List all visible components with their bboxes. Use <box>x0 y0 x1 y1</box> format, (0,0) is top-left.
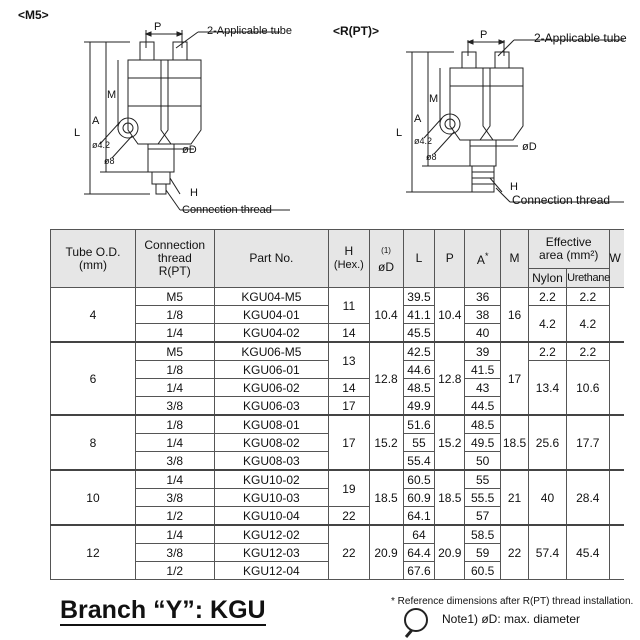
part-no-cell: KGU06-M5 <box>214 342 329 361</box>
m-cell: 16 <box>501 288 529 343</box>
col-header-nylon: Nylon <box>528 269 566 288</box>
l-cell: 64.1 <box>403 507 435 526</box>
thread-cell: 1/4 <box>135 324 214 343</box>
p-cell: 10.4 <box>435 288 465 343</box>
a-cell: 48.5 <box>465 415 501 434</box>
col-header-effective-area: Effective area (mm²) <box>528 230 609 269</box>
od-note-marker: (1) <box>381 245 391 255</box>
a-cell: 36 <box>465 288 501 306</box>
l-cell: 45.5 <box>403 324 435 343</box>
nylon-cell: 57.4 <box>528 525 566 580</box>
col-header-connection-thread: Connection thread R(PT) <box>135 230 214 288</box>
rpt-dim-od: øD <box>522 141 537 153</box>
h-cell: 22 <box>329 507 369 526</box>
col-header-a: A* <box>465 230 501 288</box>
tube-od-cell: 6 <box>51 342 136 415</box>
w-cell <box>609 525 624 580</box>
col-header-m: M <box>501 230 529 288</box>
p-cell: 15.2 <box>435 415 465 470</box>
h-cell: 22 <box>329 525 369 580</box>
m-cell: 21 <box>501 470 529 525</box>
urethane-cell: 4.2 <box>567 306 609 343</box>
table-row <box>51 415 625 434</box>
a-cell: 55 <box>465 470 501 489</box>
od-cell: 18.5 <box>369 470 403 525</box>
thread-cell: 3/8 <box>135 489 214 507</box>
h-cell: 13 <box>329 342 369 379</box>
thread-cell: 1/4 <box>135 525 214 544</box>
rpt-dim-phi42: ø4.2 <box>414 136 433 146</box>
od-cell: 20.9 <box>369 525 403 580</box>
a-cell: 55.5 <box>465 489 501 507</box>
a-cell: 57 <box>465 507 501 526</box>
col-header-part-no: Part No. <box>214 230 329 288</box>
l-cell: 51.6 <box>403 415 435 434</box>
part-no-cell: KGU06-02 <box>214 379 329 397</box>
m-cell: 18.5 <box>501 415 529 470</box>
part-no-cell: KGU06-03 <box>214 397 329 416</box>
l-cell: 64 <box>403 525 435 544</box>
a-cell: 43 <box>465 379 501 397</box>
l-cell: 48.5 <box>403 379 435 397</box>
col-header-urethane: Urethane <box>567 269 609 288</box>
a-cell: 58.5 <box>465 525 501 544</box>
tube-od-cell: 4 <box>51 288 136 343</box>
a-cell: 39 <box>465 342 501 361</box>
l-cell: 44.6 <box>403 361 435 379</box>
od-cell: 12.8 <box>369 342 403 415</box>
a-cell: 50 <box>465 452 501 471</box>
a-cell: 38 <box>465 306 501 324</box>
a-cell: 40 <box>465 324 501 343</box>
col-header-p: P <box>435 230 465 288</box>
h-cell: 11 <box>329 288 369 324</box>
nylon-cell: 4.2 <box>528 306 566 343</box>
reference-footnote: * Reference dimensions after R(PT) thread installation. <box>391 596 634 607</box>
od-cell: 15.2 <box>369 415 403 470</box>
m5-fitting-drawing <box>70 18 370 218</box>
rpt-fitting-drawing <box>384 18 640 218</box>
p-cell: 20.9 <box>435 525 465 580</box>
l-cell: 60.5 <box>403 470 435 489</box>
h-cell: 19 <box>329 470 369 507</box>
urethane-cell: 45.4 <box>567 525 609 580</box>
h-cell: 17 <box>329 415 369 470</box>
w-cell <box>609 288 624 343</box>
l-cell: 64.4 <box>403 544 435 562</box>
m5-dim-od: øD <box>182 144 197 156</box>
tube-od-cell: 12 <box>51 525 136 580</box>
h-cell: 14 <box>329 379 369 397</box>
p-cell: 18.5 <box>435 470 465 525</box>
urethane-cell: 28.4 <box>567 470 609 525</box>
rpt-dim-l: L <box>396 127 403 139</box>
a-cell: 44.5 <box>465 397 501 416</box>
urethane-cell: 17.7 <box>567 415 609 470</box>
thread-cell: M5 <box>135 342 214 361</box>
part-no-cell: KGU04-M5 <box>214 288 329 306</box>
part-no-cell: KGU04-02 <box>214 324 329 343</box>
thread-cell: 1/8 <box>135 306 214 324</box>
l-cell: 42.5 <box>403 342 435 361</box>
h-cell: 17 <box>329 397 369 416</box>
part-no-cell: KGU12-02 <box>214 525 329 544</box>
p-cell: 12.8 <box>435 342 465 415</box>
magnifier-icon <box>402 606 432 638</box>
nylon-cell: 40 <box>528 470 566 525</box>
m-cell: 22 <box>501 525 529 580</box>
diameter-note: Note1) øD: max. diameter <box>442 612 581 626</box>
h-cell: 14 <box>329 324 369 343</box>
part-no-cell: KGU10-02 <box>214 470 329 489</box>
l-cell: 55 <box>403 434 435 452</box>
a-reference-marker: * <box>484 251 489 261</box>
thread-cell: 1/4 <box>135 470 214 489</box>
rpt-applicable-tube-label: 2-Applicable tube <box>534 31 627 45</box>
m5-dim-h: H <box>190 187 198 199</box>
table-row <box>51 470 625 489</box>
thread-cell: 3/8 <box>135 397 214 416</box>
urethane-cell: 2.2 <box>567 342 609 361</box>
table-row <box>51 525 625 544</box>
rpt-dim-phi8: ø8 <box>426 152 437 162</box>
m5-applicable-tube-label: 2-Applicable tube <box>207 25 293 37</box>
m5-dim-m: M <box>107 89 117 101</box>
thread-cell: M5 <box>135 288 214 306</box>
rpt-title: <R(PT)> <box>333 24 380 38</box>
m5-dim-a: A <box>92 115 100 127</box>
thread-cell: 1/2 <box>135 562 214 580</box>
a-cell: 41.5 <box>465 361 501 379</box>
m-cell: 17 <box>501 342 529 415</box>
a-cell: 49.5 <box>465 434 501 452</box>
part-no-cell: KGU08-03 <box>214 452 329 471</box>
spec-table <box>50 229 624 580</box>
part-no-cell: KGU10-03 <box>214 489 329 507</box>
w-cell <box>609 470 624 525</box>
part-no-cell: KGU06-01 <box>214 361 329 379</box>
part-no-cell: KGU12-03 <box>214 544 329 562</box>
a-cell: 60.5 <box>465 562 501 580</box>
nylon-cell: 25.6 <box>528 415 566 470</box>
part-no-cell: KGU04-01 <box>214 306 329 324</box>
m5-dim-phi8: ø8 <box>104 156 115 166</box>
rpt-connection-thread-label: Connection thread <box>512 193 611 207</box>
m5-connection-thread-label: Connection thread <box>182 204 272 216</box>
part-no-cell: KGU12-04 <box>214 562 329 580</box>
thread-cell: 1/4 <box>135 434 214 452</box>
nylon-cell: 13.4 <box>528 361 566 416</box>
table-row <box>51 342 625 361</box>
col-header-l: L <box>403 230 435 288</box>
col-header-od: $^{(1)}$ øD <box>369 230 403 288</box>
m5-dim-p: P <box>154 21 162 33</box>
a-cell: 59 <box>465 544 501 562</box>
m5-dim-l: L <box>74 127 81 139</box>
w-cell <box>609 415 624 470</box>
part-no-cell: KGU08-02 <box>214 434 329 452</box>
page-title: Branch “Y”: KGU <box>60 596 266 624</box>
w-cell <box>609 342 624 415</box>
col-header-h: H (Hex.) <box>329 230 369 288</box>
m5-dim-phi42: ø4.2 <box>92 140 111 150</box>
thread-cell: 3/8 <box>135 544 214 562</box>
l-cell: 49.9 <box>403 397 435 416</box>
col-header-w: W <box>609 230 624 288</box>
rpt-dim-a: A <box>414 113 422 125</box>
thread-cell: 1/8 <box>135 415 214 434</box>
m5-title: <M5> <box>18 8 49 22</box>
tube-od-cell: 8 <box>51 415 136 470</box>
thread-cell: 1/4 <box>135 379 214 397</box>
urethane-cell: 2.2 <box>567 288 609 306</box>
rpt-dim-m: M <box>429 93 439 105</box>
part-no-cell: KGU10-04 <box>214 507 329 526</box>
urethane-cell: 10.6 <box>567 361 609 416</box>
thread-cell: 3/8 <box>135 452 214 471</box>
rpt-dim-p: P <box>480 29 488 41</box>
thread-cell: 1/2 <box>135 507 214 526</box>
od-cell: 10.4 <box>369 288 403 343</box>
l-cell: 39.5 <box>403 288 435 306</box>
l-cell: 60.9 <box>403 489 435 507</box>
nylon-cell: 2.2 <box>528 288 566 306</box>
rpt-dim-h: H <box>510 181 518 193</box>
l-cell: 67.6 <box>403 562 435 580</box>
thread-cell: 1/8 <box>135 361 214 379</box>
tube-od-cell: 10 <box>51 470 136 525</box>
part-no-cell: KGU08-01 <box>214 415 329 434</box>
l-cell: 55.4 <box>403 452 435 471</box>
table-row <box>51 288 625 306</box>
l-cell: 41.1 <box>403 306 435 324</box>
nylon-cell: 2.2 <box>528 342 566 361</box>
col-header-tube-od: Tube O.D. (mm) <box>51 230 136 288</box>
